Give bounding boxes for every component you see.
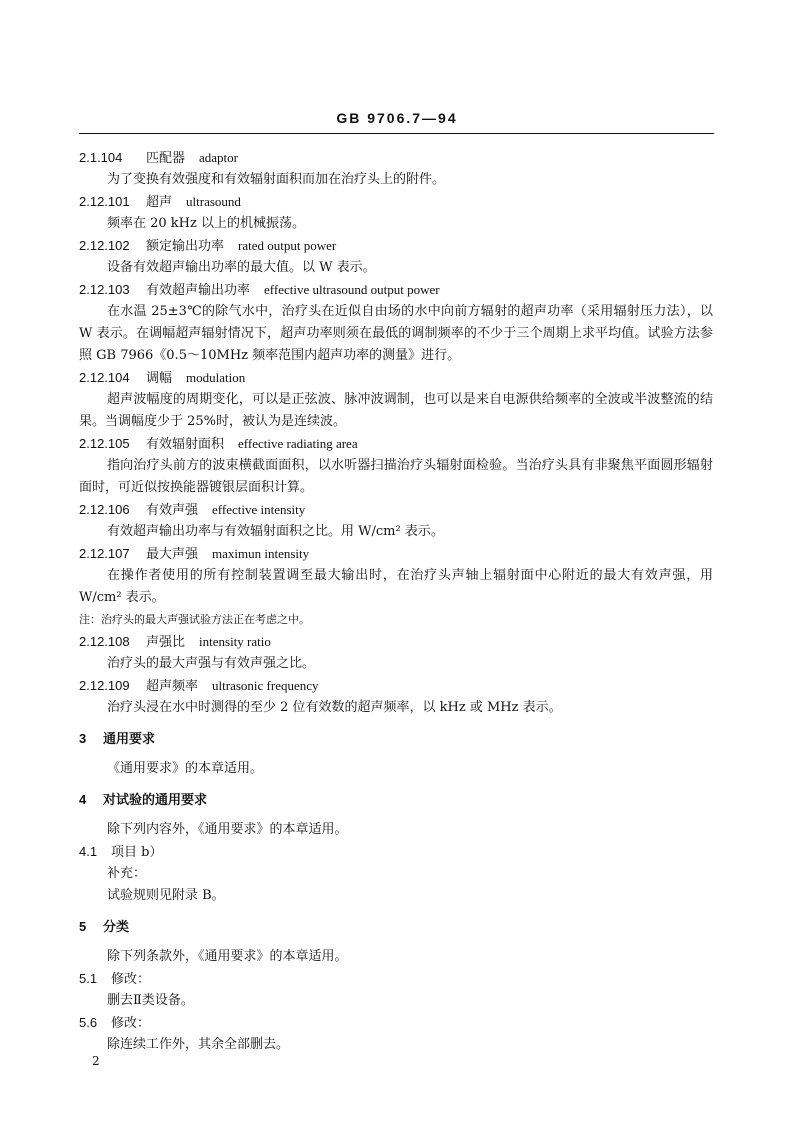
subclause-text: 试验规则见附录 B。 <box>107 888 225 903</box>
subclause-number: 5.1 <box>79 971 98 986</box>
term-zh: 调幅 <box>146 371 173 386</box>
term-en: effective ultrasound output power <box>264 282 440 297</box>
section-heading <box>79 916 713 938</box>
term-zh: 额定输出功率 <box>146 239 225 254</box>
subclause-title: 修改： <box>111 1016 151 1031</box>
term-en: modulation <box>186 370 246 385</box>
clause-number: 2.12.101 <box>79 194 130 209</box>
definition-text: 有效超声输出功率与有效辐射面积之比。用 W/cm² 表示。 <box>107 524 444 539</box>
definition-entry <box>79 631 713 675</box>
subclause-heading <box>79 1012 713 1034</box>
subclause-title: 修改： <box>111 972 151 987</box>
clause-number: 2.12.105 <box>79 436 130 451</box>
definition-entry <box>79 235 713 279</box>
definition-entry <box>79 147 713 191</box>
term-en: maximun intensity <box>212 546 310 561</box>
term-zh: 有效超声输出功率 <box>146 283 251 298</box>
clause-number: 2.12.109 <box>79 678 130 693</box>
subclause-number: 4.1 <box>79 844 98 859</box>
header-rule <box>79 133 714 134</box>
section-text: 除下列条款外，《通用要求》的本章适用。 <box>107 949 348 964</box>
term-zh: 超声 <box>146 195 173 210</box>
clause-number: 2.12.107 <box>79 546 130 561</box>
definition-entry <box>79 367 713 433</box>
term-en: ultrasonic frequency <box>212 678 319 693</box>
term-zh: 匹配器 <box>146 151 186 166</box>
section-text: 《通用要求》的本章适用。 <box>107 761 264 776</box>
clause-number: 2.1.104 <box>79 150 123 165</box>
term-en: rated output power <box>238 238 337 253</box>
subclause-title: 项目 b） <box>111 845 163 860</box>
section-heading <box>79 728 713 750</box>
document-body <box>79 147 713 1056</box>
definition-entry <box>79 499 713 543</box>
definition-paragraph: 在水温 25±3℃的除气水中，治疗头在近似自由场的水中向前方辐射的超声功率（采用辐射压力法），以 W 表示。在调幅超声辐射情况下，超声功率则须在最低的调制频率的不少于三个周期上求平均值。试验方法参照 GB 7966《0.5～10MHz 频率范围内超声功率的测量》进行。 <box>79 304 713 363</box>
section-number: 3 <box>79 731 87 746</box>
term-zh: 声强比 <box>146 635 186 650</box>
clause-number: 2.12.108 <box>79 634 130 649</box>
subclause-text: 补充： <box>107 866 147 881</box>
subclause-text: 除连续工作外，其余全部删去。 <box>107 1037 290 1052</box>
term-zh: 有效辐射面积 <box>146 437 225 452</box>
subclause-heading <box>79 968 713 990</box>
term-zh: 有效声强 <box>146 503 199 518</box>
definition-text: 治疗头浸在水中时测得的至少 2 位有效数的超声频率，以 kHz 或 MHz 表示。 <box>107 700 562 715</box>
term-zh: 超声频率 <box>146 679 199 694</box>
section-text: 除下列内容外，《通用要求》的本章适用。 <box>107 822 348 837</box>
definition-paragraph: 指向治疗头前方的波束横截面面积，以水听器扫描治疗头辐射面检验。当治疗头具有非聚焦平面圆形辐射面时，可近似按换能器镀银层面积计算。 <box>79 458 713 495</box>
section-title: 分类 <box>103 919 130 934</box>
definition-entry <box>79 433 713 499</box>
term-en: ultrasound <box>186 194 241 209</box>
definition-text: 为了变换有效强度和有效辐射面积而加在治疗头上的附件。 <box>107 172 446 187</box>
page-header <box>0 110 794 127</box>
definition-paragraph: 超声波幅度的周期变化，可以是正弦波、脉冲波调制，也可以是来自电源供给频率的全波或半波整流的结果。当调幅度少于 25%时，被认为是连续波。 <box>79 392 713 429</box>
definition-entry <box>79 675 713 719</box>
definition-text: 治疗头的最大声强与有效声强之比。 <box>107 656 316 671</box>
definition-text: 频率在 20 kHz 以上的机械振荡。 <box>107 216 306 231</box>
section-title: 通用要求 <box>103 731 156 746</box>
section-heading <box>79 789 713 811</box>
term-zh: 最大声强 <box>146 547 199 562</box>
definition-entry <box>79 191 713 235</box>
definition-paragraph: 在操作者使用的所有控制装置调至最大输出时，在治疗头声轴上辐射面中心附近的最大有效声强，用 W/cm² 表示。 <box>79 568 713 605</box>
note-text: 注：治疗头的最大声强试验方法正在考虑之中。 <box>79 613 310 626</box>
page-number: 2 <box>92 1054 100 1068</box>
term-en: effective radiating area <box>238 436 358 451</box>
subclause-text: 删去Ⅱ类设备。 <box>107 993 194 1008</box>
term-en: adaptor <box>199 150 238 165</box>
section-number: 4 <box>79 792 87 807</box>
subclause-heading <box>79 841 713 863</box>
definition-entry <box>79 543 713 631</box>
subclause-number: 5.6 <box>79 1015 98 1030</box>
definition-text: 设备有效超声输出功率的最大值。以 W 表示。 <box>107 260 376 275</box>
section-title: 对试验的通用要求 <box>103 792 208 807</box>
term-en: effective intensity <box>212 502 306 517</box>
term-en: intensity ratio <box>199 634 271 649</box>
clause-number: 2.12.106 <box>79 502 130 517</box>
section-number: 5 <box>79 919 87 934</box>
clause-number: 2.12.103 <box>79 282 130 297</box>
definition-entry <box>79 279 713 367</box>
standard-code: GB 9706.7—94 <box>336 110 458 126</box>
clause-number: 2.12.104 <box>79 370 130 385</box>
clause-number: 2.12.102 <box>79 238 130 253</box>
